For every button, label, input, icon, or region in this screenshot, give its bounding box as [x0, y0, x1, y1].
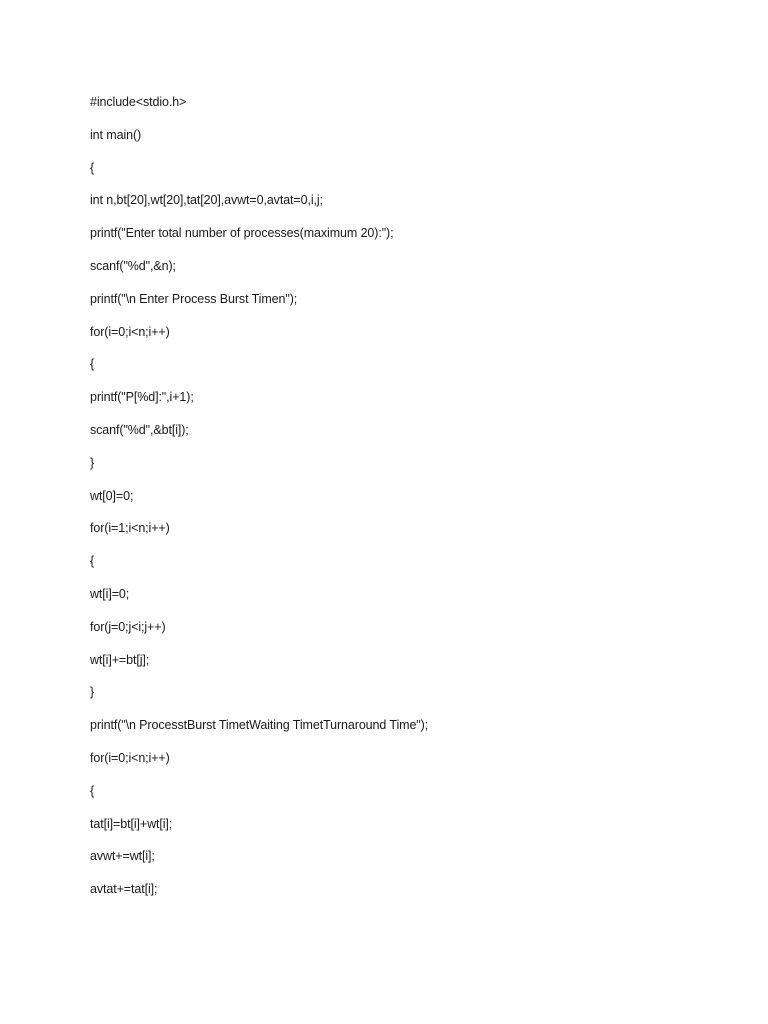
code-line: wt[i]+=bt[j];	[90, 652, 150, 667]
code-line: int n,bt[20],wt[20],tat[20],avwt=0,avtat=0,i,j;	[90, 193, 323, 208]
code-line: {	[90, 783, 95, 798]
code-line: {	[90, 160, 95, 175]
code-line: avtat+=tat[i];	[90, 882, 158, 897]
code-line: }	[90, 455, 95, 470]
code-listing	[90, 92, 428, 912]
code-line: printf("Enter total number of processes(maximum 20):");	[90, 226, 394, 241]
code-line: wt[0]=0;	[90, 488, 134, 503]
code-line: scanf("%d",&bt[i]);	[90, 422, 189, 437]
code-line: #include<stdio.h>	[90, 95, 187, 109]
code-line: {	[90, 357, 95, 372]
code-line: printf("P[%d]:",i+1);	[90, 390, 194, 405]
code-line: {	[90, 554, 95, 569]
code-line: }	[90, 685, 95, 700]
code-line: int main()	[90, 127, 142, 142]
code-line: printf("\n ProcesstBurst TimetWaiting TimetTurnaround Time");	[90, 718, 429, 733]
code-line: for(i=0;i<n;i++)	[90, 324, 170, 339]
code-line: for(i=1;i<n;i++)	[90, 521, 170, 536]
code-line: wt[i]=0;	[90, 586, 130, 601]
code-line: for(i=0;i<n;i++)	[90, 750, 170, 765]
code-line: tat[i]=bt[i]+wt[i];	[90, 816, 173, 831]
code-line: printf("\n Enter Process Burst Timen");	[90, 291, 298, 306]
code-line: avwt+=wt[i];	[90, 849, 155, 864]
code-line: scanf("%d",&n);	[90, 258, 176, 273]
code-line: for(j=0;j<i;j++)	[90, 619, 166, 634]
